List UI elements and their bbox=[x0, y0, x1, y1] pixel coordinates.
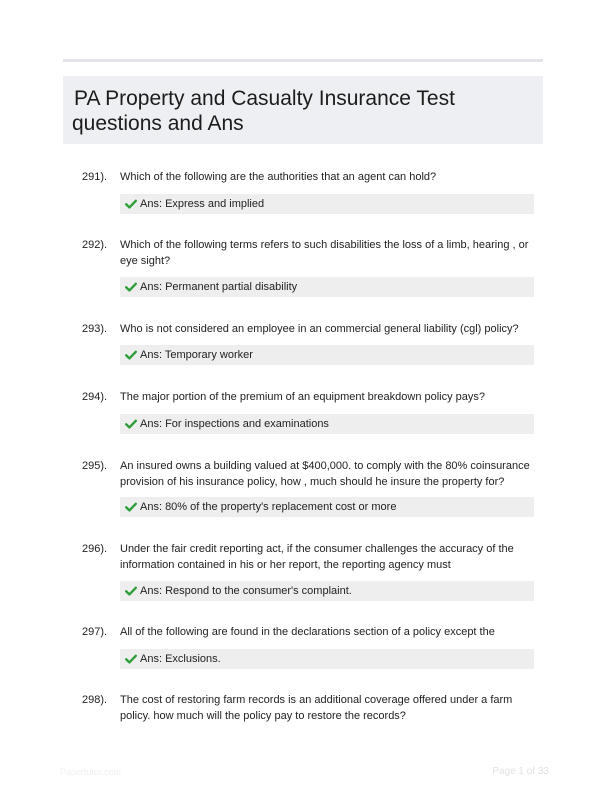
question-text: An insured owns a building valued at $400,000. to comply with the 80% coinsurance provision of his insurance policy, how , much should he insure the property for? bbox=[120, 460, 530, 488]
answer-text: Ans: Temporary worker bbox=[140, 349, 253, 361]
question-text: Which of the following terms refers to such disabilities the loss of a limb, hearing , or eye sight? bbox=[120, 239, 529, 267]
question-number: 296). bbox=[82, 543, 108, 555]
answer-box bbox=[120, 194, 534, 214]
question-text: Which of the following are the authorities that an agent can hold? bbox=[120, 171, 437, 183]
question-number: 295). bbox=[82, 460, 108, 472]
answer-text: Ans: Exclusions. bbox=[140, 653, 221, 665]
question-text: The cost of restoring farm records is an additional coverage offered under a farm policy. how much will the policy pay to restore the records? bbox=[120, 694, 513, 722]
answer-text: Ans: Respond to the consumer's complaint. bbox=[140, 585, 352, 597]
page-indicator: Page 1 of 33 bbox=[492, 766, 549, 777]
check-icon bbox=[125, 585, 137, 597]
answer-box bbox=[120, 649, 534, 669]
check-icon bbox=[125, 281, 137, 293]
question-number: 297). bbox=[82, 626, 108, 638]
check-icon bbox=[125, 418, 137, 430]
answer-box bbox=[120, 497, 534, 517]
question-number: 291). bbox=[82, 171, 108, 183]
answer-box bbox=[120, 414, 534, 434]
title-banner bbox=[63, 76, 543, 144]
question-text: Under the fair credit reporting act, if the consumer challenges the accuracy of the information contained in his or her report, the reporting agency must bbox=[120, 543, 514, 571]
question-number: 294). bbox=[82, 391, 108, 403]
footer-watermark: Papertutor.com bbox=[60, 767, 122, 777]
answer-box bbox=[120, 277, 534, 297]
question-text: The major portion of the premium of an equipment breakdown policy pays? bbox=[120, 391, 486, 403]
check-icon bbox=[125, 349, 137, 361]
question-number: 298). bbox=[82, 694, 108, 706]
answer-text: Ans: For inspections and examinations bbox=[140, 418, 329, 430]
answer-text: Ans: Permanent partial disability bbox=[140, 281, 298, 293]
check-icon bbox=[125, 653, 137, 665]
answer-text: Ans: Express and implied bbox=[140, 198, 265, 210]
check-icon bbox=[125, 198, 137, 210]
question-text: Who is not considered an employee in an commercial general liability (cgl) policy? bbox=[120, 323, 519, 335]
question-text: All of the following are found in the declarations section of a policy except the bbox=[120, 626, 495, 638]
page-title: PA Property and Casualty Insurance Test questions and Ans bbox=[72, 87, 455, 135]
answer-box bbox=[120, 345, 534, 365]
check-icon bbox=[125, 501, 137, 513]
top-divider bbox=[63, 59, 543, 62]
question-number: 293). bbox=[82, 323, 108, 335]
answer-text: Ans: 80% of the property's replacement cost or more bbox=[140, 501, 397, 513]
question-number: 292). bbox=[82, 239, 108, 251]
answer-box bbox=[120, 581, 534, 601]
